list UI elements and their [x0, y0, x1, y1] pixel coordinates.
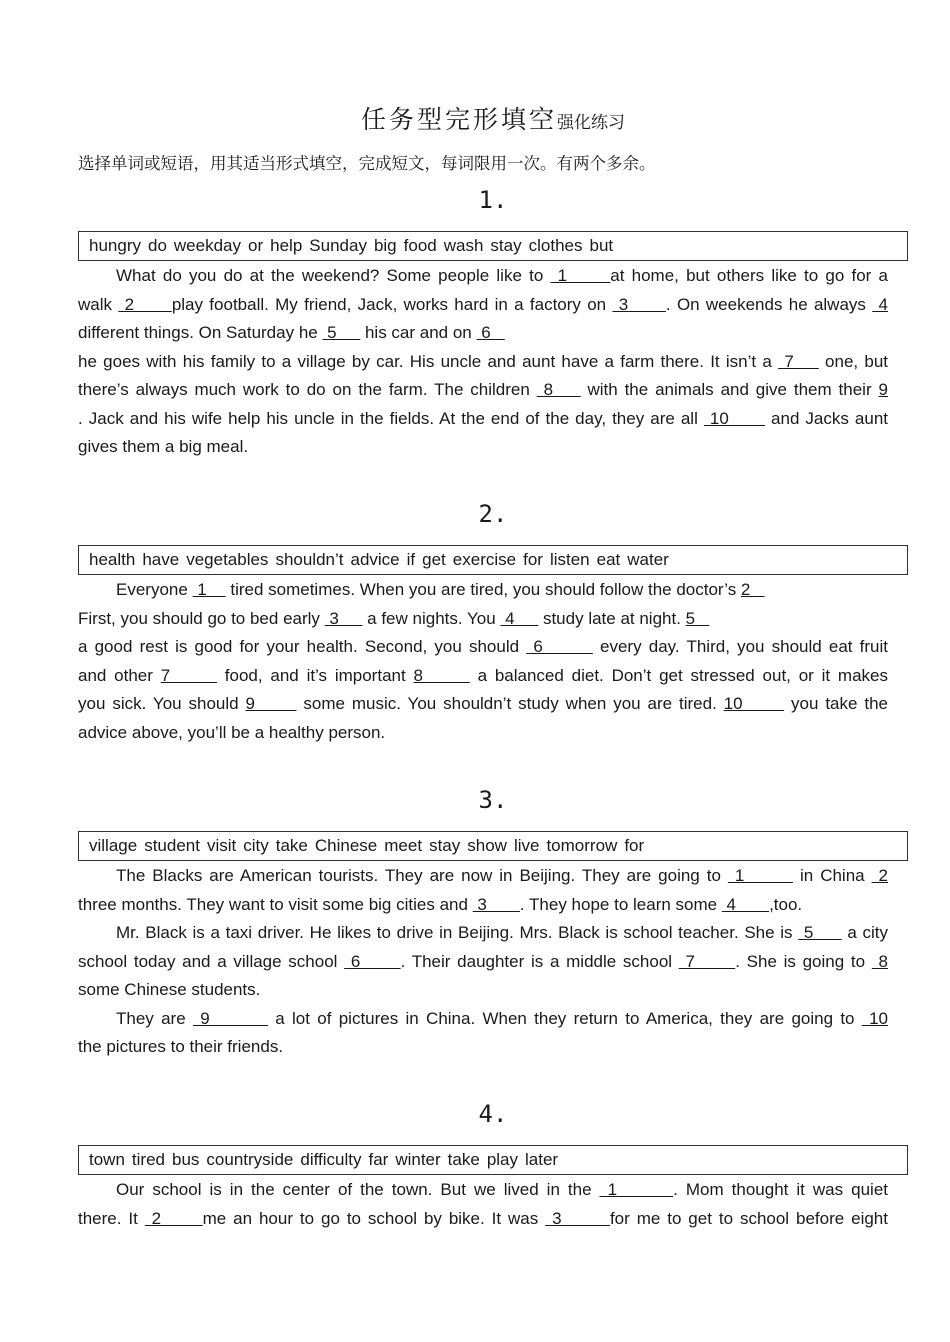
- word-option: health: [89, 550, 136, 569]
- word-option: clothes: [528, 236, 583, 255]
- word-option: advice: [350, 550, 400, 569]
- passage-text: food, and it’s important: [216, 665, 414, 685]
- word-option: if: [406, 550, 416, 569]
- passage-line: [78, 376, 888, 405]
- section-number: 4.: [478, 1100, 508, 1128]
- word-option: do: [147, 236, 167, 255]
- passage-text: a few nights. You: [362, 608, 501, 628]
- word-option: or: [248, 236, 264, 255]
- passage-text: some music. You shouldn’t study when you are tired.: [296, 694, 724, 713]
- blank[interactable]: 6: [526, 637, 593, 656]
- word-option: difficulty: [300, 1150, 362, 1169]
- passage-text: his car and on: [360, 323, 477, 342]
- blank[interactable]: 8: [413, 665, 470, 685]
- passage-text: Our school is in the center of the town. But we lived in the: [116, 1180, 600, 1199]
- section-number: 1.: [478, 186, 508, 214]
- passage-text: he goes with his family to a village by car. His uncle and aunt have a farm there. It isn’t a: [78, 351, 779, 371]
- passage-text: . Jack and his wife help his uncle in the fields. At the end of the day, they are all: [78, 408, 704, 428]
- word-option: later: [525, 1150, 559, 1169]
- word-option: take: [447, 1150, 480, 1169]
- passage-line: [78, 605, 888, 634]
- word-option: water: [627, 550, 669, 569]
- blank[interactable]: 8: [536, 380, 581, 399]
- blank[interactable]: 3: [324, 608, 363, 628]
- blank[interactable]: 5: [322, 323, 361, 342]
- passage-text: at home, but others like to go for a: [610, 266, 888, 285]
- blank[interactable]: 10: [703, 408, 766, 428]
- blank[interactable]: 1: [727, 866, 794, 885]
- passage-line: [78, 633, 888, 662]
- passage-line: [78, 262, 888, 291]
- word-option: meet: [384, 836, 423, 855]
- passage-line: [78, 1205, 888, 1234]
- word-box: [78, 831, 908, 861]
- passage-line: [78, 976, 888, 1005]
- passage-text: different things. On Saturday he: [78, 323, 323, 342]
- passage-text: They are: [116, 1008, 193, 1028]
- blank[interactable]: 1: [599, 1180, 674, 1199]
- word-option: vegetables: [186, 550, 269, 569]
- passage-text: there. It: [78, 1208, 145, 1228]
- word-option: town: [89, 1150, 125, 1169]
- passage-text: every day. Third, you should eat fruit: [592, 637, 888, 656]
- word-option: wash: [443, 236, 484, 255]
- passage-line: [78, 576, 888, 605]
- blank[interactable]: 9: [192, 1008, 268, 1028]
- word-option: have: [142, 550, 180, 569]
- passage-text: one, but: [818, 351, 888, 371]
- word-option: hungry: [89, 236, 141, 255]
- blank[interactable]: 7: [160, 665, 217, 685]
- blank[interactable]: 2: [740, 580, 765, 599]
- passage-text: First, you should go to bed early: [78, 608, 325, 628]
- passage-text: you sick. You should: [78, 694, 246, 713]
- passage-line: [78, 319, 888, 348]
- blank[interactable]: 4: [721, 894, 770, 914]
- word-option: take: [275, 836, 308, 855]
- passage-line: [78, 433, 888, 462]
- passage-text: some Chinese students.: [78, 980, 261, 999]
- word-option: visit: [206, 836, 237, 855]
- passage-text: in China: [793, 866, 872, 885]
- word-option: shouldn’t: [275, 550, 344, 569]
- passage-line: [78, 948, 888, 977]
- word-option: student: [144, 836, 200, 855]
- passage-text: for me to get to school before eight: [609, 1208, 888, 1228]
- word-option: village: [89, 836, 138, 855]
- passage-text: The Blacks are American tourists. They are now in Beijing. They are going to: [116, 866, 728, 885]
- word-option: listen: [549, 550, 590, 569]
- passage-text: a balanced diet. Don’t get stressed out, or it makes: [469, 665, 888, 685]
- passage-text: . They hope to learn some: [519, 894, 722, 914]
- passage-line: [78, 719, 888, 748]
- blank[interactable]: 3: [545, 1208, 610, 1228]
- passage-line: [78, 891, 888, 920]
- word-option: big: [373, 236, 397, 255]
- word-option: Sunday: [309, 236, 367, 255]
- word-option: show: [467, 836, 507, 855]
- blank[interactable]: 5: [685, 608, 710, 628]
- word-option: for: [624, 836, 645, 855]
- section-number: 3.: [478, 786, 508, 814]
- passage-line: [78, 348, 888, 377]
- passage-text: study late at night.: [538, 608, 686, 628]
- blank[interactable]: 10: [861, 1008, 888, 1028]
- word-option: far: [368, 1150, 389, 1169]
- passage-line: [78, 1176, 888, 1205]
- passage-text: . Mom thought it was quiet: [673, 1180, 888, 1199]
- blank[interactable]: 6: [476, 323, 505, 342]
- word-option: tired: [131, 1150, 165, 1169]
- passage-text: a city: [841, 923, 888, 942]
- blank[interactable]: 2: [871, 866, 888, 885]
- blank[interactable]: 3: [472, 894, 520, 914]
- word-option: play: [486, 1150, 518, 1169]
- passage-text: gives them a big meal.: [78, 437, 249, 456]
- blank[interactable]: 1: [192, 580, 226, 599]
- passage-line: [78, 690, 888, 719]
- blank[interactable]: 9: [878, 380, 888, 399]
- blank[interactable]: 4: [500, 608, 539, 628]
- word-option: food: [403, 236, 437, 255]
- word-option: live: [513, 836, 540, 855]
- word-option: winter: [395, 1150, 441, 1169]
- passage: [78, 262, 888, 462]
- word-option: for: [523, 550, 543, 569]
- passage-text: and other: [78, 665, 161, 685]
- word-option: stay: [490, 236, 522, 255]
- blank[interactable]: 1: [550, 266, 611, 285]
- passage-text: walk: [78, 294, 119, 314]
- word-option: but: [589, 236, 614, 255]
- passage-text: play football. My friend, Jack, works hard in a factory on: [171, 294, 613, 314]
- passage-text: school today and a village school: [78, 951, 345, 971]
- passage-line: [78, 405, 888, 434]
- passage-text: the pictures to their friends.: [78, 1037, 284, 1056]
- word-option: stay: [429, 836, 461, 855]
- word-option: help: [270, 236, 303, 255]
- word-option: city: [243, 836, 269, 855]
- blank[interactable]: 8: [871, 951, 888, 971]
- blank[interactable]: 4: [872, 294, 888, 314]
- passage-text: . Their daughter is a middle school: [400, 951, 679, 971]
- blank[interactable]: 10: [723, 694, 785, 713]
- title-main: 任务型完形填空: [360, 105, 557, 134]
- passage-line: [78, 1033, 888, 1062]
- blank[interactable]: 2: [144, 1208, 203, 1228]
- passage-text: tired sometimes. When you are tired, you should follow the doctor’s: [225, 580, 741, 599]
- blank[interactable]: 9: [245, 694, 297, 713]
- passage-text: three months. They want to visit some big cities and: [78, 894, 473, 914]
- passage-line: [78, 862, 888, 891]
- word-option: get: [422, 550, 446, 569]
- word-box: [78, 1145, 908, 1175]
- word-box: [78, 545, 908, 575]
- passage-text: a good rest is good for your health. Second, you should: [78, 637, 527, 656]
- passage-text: ,too.: [769, 894, 803, 914]
- blank[interactable]: 7: [778, 351, 819, 371]
- passage-text: me an hour to go to school by bike. It was: [202, 1208, 546, 1228]
- word-option: eat: [596, 550, 621, 569]
- word-option: Chinese: [314, 836, 378, 855]
- passage: [78, 862, 888, 1062]
- title-sub: 强化练习: [557, 113, 625, 133]
- blank[interactable]: 7: [678, 951, 736, 971]
- passage-line: [78, 291, 888, 320]
- passage-text: advice above, you’ll be a healthy person.: [78, 722, 386, 742]
- passage-text: there’s always much work to do on the farm. The children: [78, 380, 537, 399]
- passage-text: Everyone: [116, 580, 193, 599]
- blank[interactable]: 5: [798, 923, 842, 942]
- blank[interactable]: 6: [344, 951, 401, 971]
- passage-line: [78, 662, 888, 691]
- word-option: exercise: [452, 550, 517, 569]
- passage: [78, 576, 888, 747]
- passage-text: with the animals and give them their: [580, 380, 879, 399]
- document-title: [78, 100, 908, 136]
- passage-text: you take the: [784, 694, 888, 713]
- passage-text: . On weekends he always: [665, 294, 873, 314]
- passage-text: and Jacks aunt: [765, 408, 888, 428]
- passage-text: . She is going to: [735, 951, 872, 971]
- instruction: 选择单词或短语，用其适当形式填空，完成短文，每词限用一次。有两个多余。: [78, 154, 656, 173]
- word-option: weekday: [173, 236, 242, 255]
- section-number: 2.: [478, 500, 508, 528]
- word-box: [78, 231, 908, 261]
- passage-line: [78, 919, 888, 948]
- blank[interactable]: 3: [612, 294, 666, 314]
- word-option: countryside: [206, 1150, 294, 1169]
- passage-text: What do you do at the weekend? Some people like to: [116, 266, 551, 285]
- word-option: tomorrow: [546, 836, 618, 855]
- passage-line: [78, 1005, 888, 1034]
- word-option: bus: [172, 1150, 200, 1169]
- passage-text: a lot of pictures in China. When they return to America, they are going to: [267, 1008, 862, 1028]
- passage-text: Mr. Black is a taxi driver. He likes to drive in Beijing. Mrs. Black is school teacher. She is: [116, 923, 799, 942]
- blank[interactable]: 2: [118, 294, 172, 314]
- passage: [78, 1176, 888, 1233]
